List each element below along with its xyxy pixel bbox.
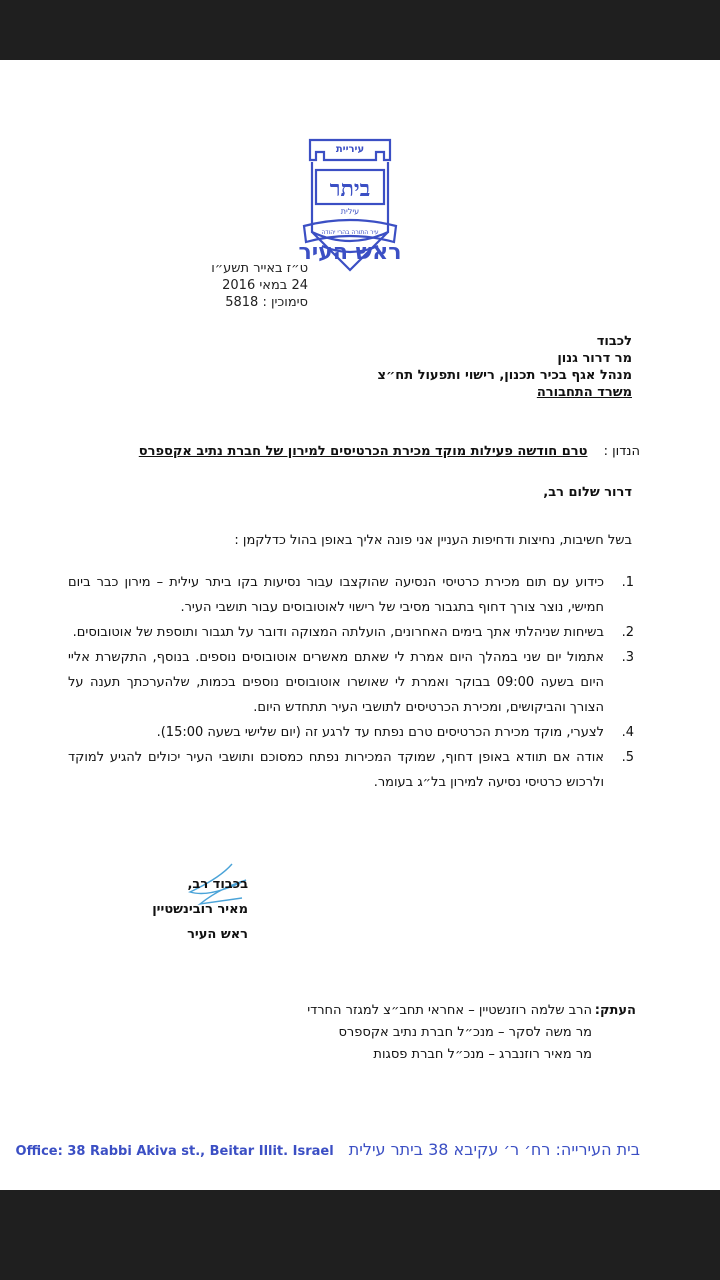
- recipient-line: מר דרור גנון: [557, 351, 632, 366]
- item-text: כידוע עם תום מכירת כרטיסי הנסיעה שהוקצבו עבור נסיעות בקו ביתר עילית – מירון כבר ביום חמישי, נוצר צורך דחוף בתגבור מסיבי של רישוי לאוטובוסים עבור תושבי העיר.: [68, 575, 604, 615]
- list-item: [68, 570, 634, 620]
- svg-text:עיר התורה בהרי יהודה: עיר התורה בהרי יהודה: [321, 229, 379, 236]
- item-number: 5.: [621, 750, 634, 765]
- closing-block: [108, 872, 248, 947]
- recipient-line: מנהל אגף בכיר תכנון, רישוי ותפעול תח״צ: [377, 368, 632, 383]
- copy-list: [307, 1000, 636, 1066]
- item-number: 3.: [621, 650, 634, 665]
- svg-text:עילית: עילית: [340, 207, 360, 216]
- item-number: 4.: [621, 725, 634, 740]
- letter-meta: [108, 260, 308, 311]
- gregorian-date: 24 במאי 2016: [222, 278, 308, 293]
- copy-recipient: מר משה לסקר – מנכ״ל חברת נתיב אקספרס: [338, 1025, 592, 1040]
- item-text: אודה אם תוודא באופן דחוף, שמוקד המכירות נפתח כמסוכם ותושבי העיר יכולים להגיע למוקד ולרכוש כרטיסי נסיעה למירון בל״ג בעומר.: [68, 750, 604, 790]
- reference-number: סימוכין : 5818: [225, 295, 308, 310]
- closing-salutation: בכבוד רב,: [187, 877, 248, 892]
- copy-recipient: מר מאיר רוזנברג – מנכ״ל חברת פסגות: [373, 1047, 592, 1062]
- footer-address-hebrew: בית העירייה: רח׳ ר׳ עקיבא 38 ביתר עילית: [348, 1140, 640, 1159]
- list-item: [68, 720, 634, 745]
- recipient-line: לכבוד: [596, 334, 632, 349]
- copy-label: העתק:: [594, 1003, 636, 1018]
- signer-title: ראש העיר: [187, 927, 248, 942]
- item-number: 1.: [621, 575, 634, 590]
- hebrew-date: ט״ז באייר תשע״ו: [211, 261, 308, 276]
- signer-name: מאיר רובינשטיין: [152, 902, 248, 917]
- recipient-block: [330, 333, 632, 401]
- footer-address-english: Office: 38 Rabbi Akiva st., Beitar Illit. Israel: [15, 1144, 334, 1159]
- letter-page: [0, 60, 720, 1190]
- item-text: לצערי, מוקד מכירת הכרטיסים טרם נפתח עד לרגע זה (יום שלישי בשעה 15:00).: [156, 725, 604, 740]
- letterhead-title: ראש העיר: [298, 240, 402, 265]
- svg-text:עיריית: עיריית: [335, 144, 365, 155]
- recipient-office: משרד התחבורה: [536, 385, 632, 400]
- viewer-bottom-bar: [0, 1190, 720, 1280]
- greeting: דרור שלום רב,: [543, 485, 632, 500]
- viewer-top-bar: [0, 0, 720, 60]
- subject-line: [100, 444, 640, 459]
- subject-text: טרם חודשה פעילות מוקד מכירת הכרטיסים למירון של חברת נתיב אקספרס: [138, 444, 588, 459]
- svg-text:ביתר: ביתר: [329, 176, 371, 202]
- item-text: אתמול יום שני במהלך היום אמרת לי שאתם מאשרים אוטובוסים נוספים. בנוסף, התקשרת אליי היום בשעה 09:00 בבוקר ואמרת לי שאושרו אוטובוסים נוספים בכמות, שלהערכתך תענה על הצורך והביקושים, ומכירת הכרטיסים לתושבי העיר תתחדש היום.: [68, 650, 604, 715]
- item-text: בשיחות שניהלתי אתך בימים האחרונים, הועלתה המצוקה ודובר על תגבור ותוספת של אוטובוסים.: [72, 625, 604, 640]
- list-item: [68, 620, 634, 645]
- numbered-list: [68, 570, 634, 795]
- letter-footer: [15, 1140, 640, 1159]
- copy-recipient: הרב שלמה רוזנשטיין – אחראי תחב״צ למגזר החרדי: [307, 1003, 592, 1018]
- list-item: [68, 645, 634, 720]
- subject-label: הנדון :: [603, 444, 640, 459]
- item-number: 2.: [621, 625, 634, 640]
- list-item: [68, 745, 634, 795]
- intro-paragraph: בשל חשיבות, נחיצות ודחיפות העניין אני פונה אליך באופן בהול כדלקמן :: [234, 533, 632, 548]
